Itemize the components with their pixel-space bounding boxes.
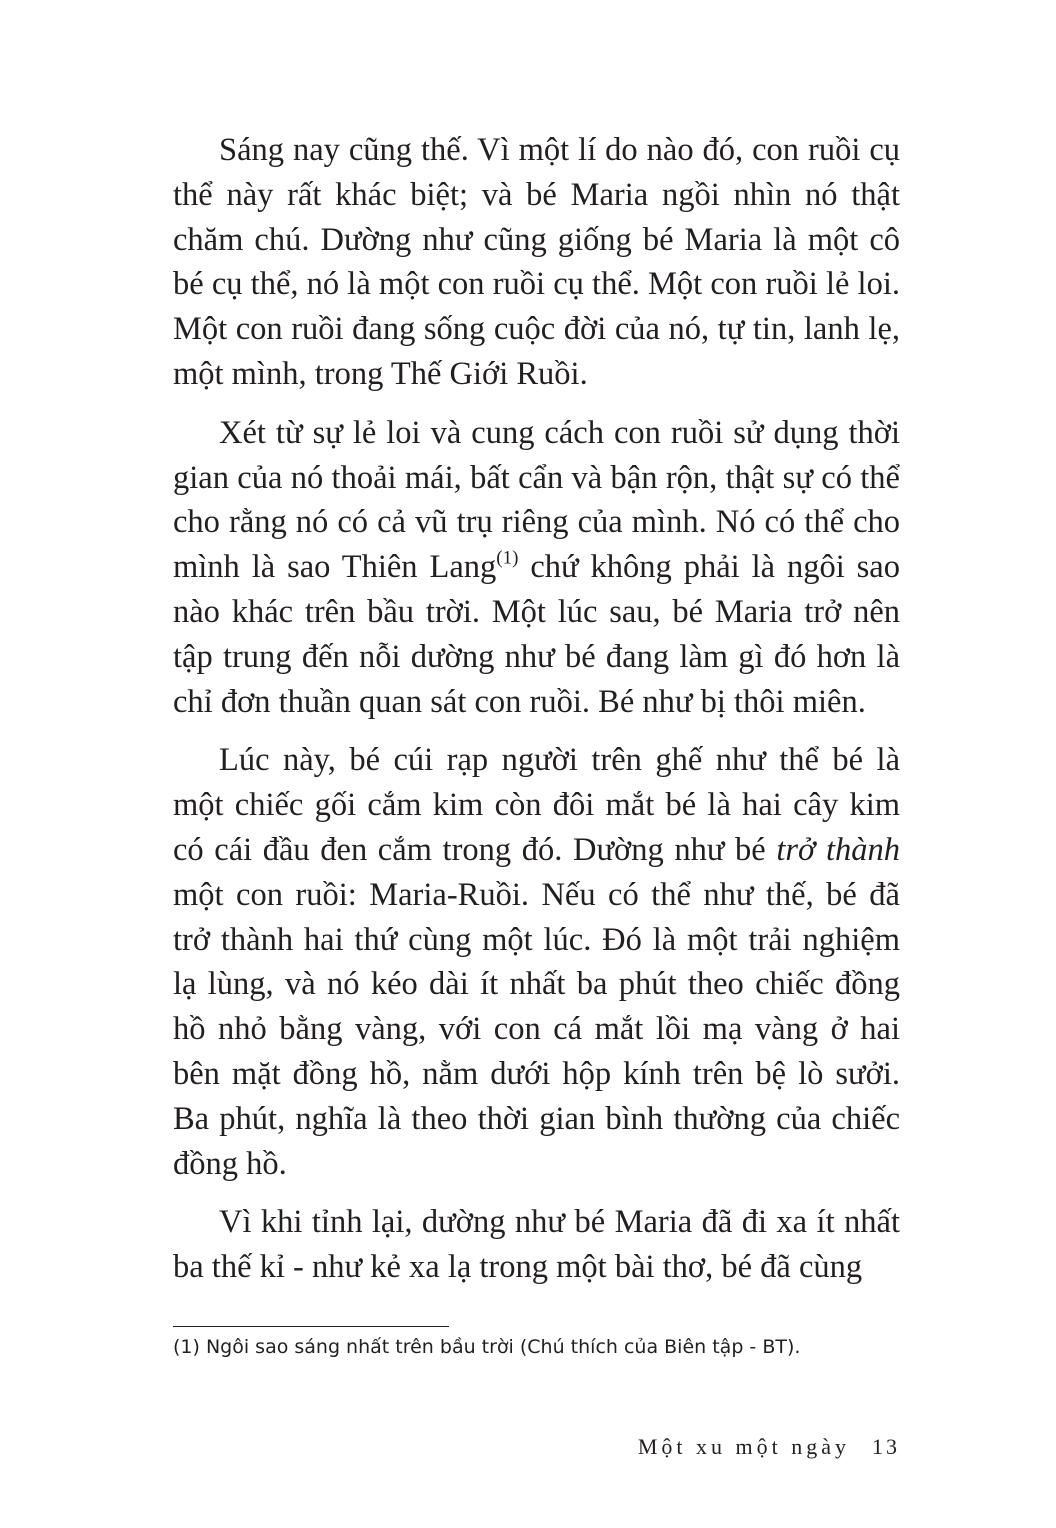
- paragraph-1-text: Sáng nay cũng thế. Vì một lí do nào đó, con ruồi cụ thể này rất khác biệt; và bé Maria ngồi nhìn nó thật chăm chú. Dường như cũng giống bé Maria là một cô bé cụ thể, nó là một con ruồi cụ thể. Một con ruồi lẻ loi. Một con ruồi đang sống cuộc đời của nó, tự tin, lanh lẹ, một mình, trong Thế Giới Ruồi.: [173, 132, 900, 392]
- page-number: 13: [872, 1434, 900, 1459]
- paragraph-3-text-end: một con ruồi: Maria-Ruồi. Nếu có thể như thế, bé đã trở thành hai thứ cùng một lúc. Đó là một trải nghiệm lạ lùng, và nó kéo dài ít nhất ba phút theo chiếc đồng hồ nhỏ bằng vàng, với con cá mắt lồi mạ vàng ở hai bên mặt đồng hồ, nằm dưới hộp kính trên bệ lò sưởi. Ba phút, nghĩa là theo thời gian bình thường của chiếc đồng hồ.: [173, 876, 900, 1182]
- running-footer: [600, 1432, 900, 1462]
- book-title: Một xu một ngày: [637, 1434, 850, 1459]
- footnote-reference: (1): [496, 547, 519, 569]
- footnote-divider: [173, 1326, 449, 1327]
- paragraph-4-text: Vì khi tỉnh lại, dường như bé Maria đã đi xa ít nhất ba thế kỉ - như kẻ xa lạ trong một bài thơ, bé đã cùng: [173, 1204, 900, 1286]
- footnote: (1) Ngôi sao sáng nhất trên bầu trời (Chú thích của Biên tập - BT).: [173, 1336, 801, 1358]
- paragraph-1: [173, 128, 900, 397]
- paragraph-2-text-start: Xét từ sự lẻ loi và cung cách con ruồi sử dụng thời gian của nó thoải mái, bất cẩn và bận rộn, thật sự có thể cho rằng nó có cả vũ trụ riêng của mình. Nó có thể cho mình là sao Thiên Lang: [173, 414, 900, 586]
- paragraph-3-italic-text: trở thành: [776, 831, 900, 868]
- paragraph-4: [173, 1200, 900, 1290]
- page-body: [173, 128, 900, 1304]
- paragraph-3: [173, 738, 900, 1186]
- paragraph-2-text-end: chứ không phải là ngôi sao nào khác trên bầu trời. Một lúc sau, bé Maria trở nên tập trung đến nỗi dường như bé đang làm gì đó hơn là chỉ đơn thuần quan sát con ruồi. Bé như bị thôi miên.: [173, 549, 900, 720]
- paragraph-3-text-start: Lúc này, bé cúi rạp người trên ghế như thể bé là một chiếc gối cắm kim còn đôi mắt bé là hai cây kim có cái đầu đen cắm trong đó. Dường như bé: [173, 742, 900, 868]
- paragraph-2: [173, 411, 900, 725]
